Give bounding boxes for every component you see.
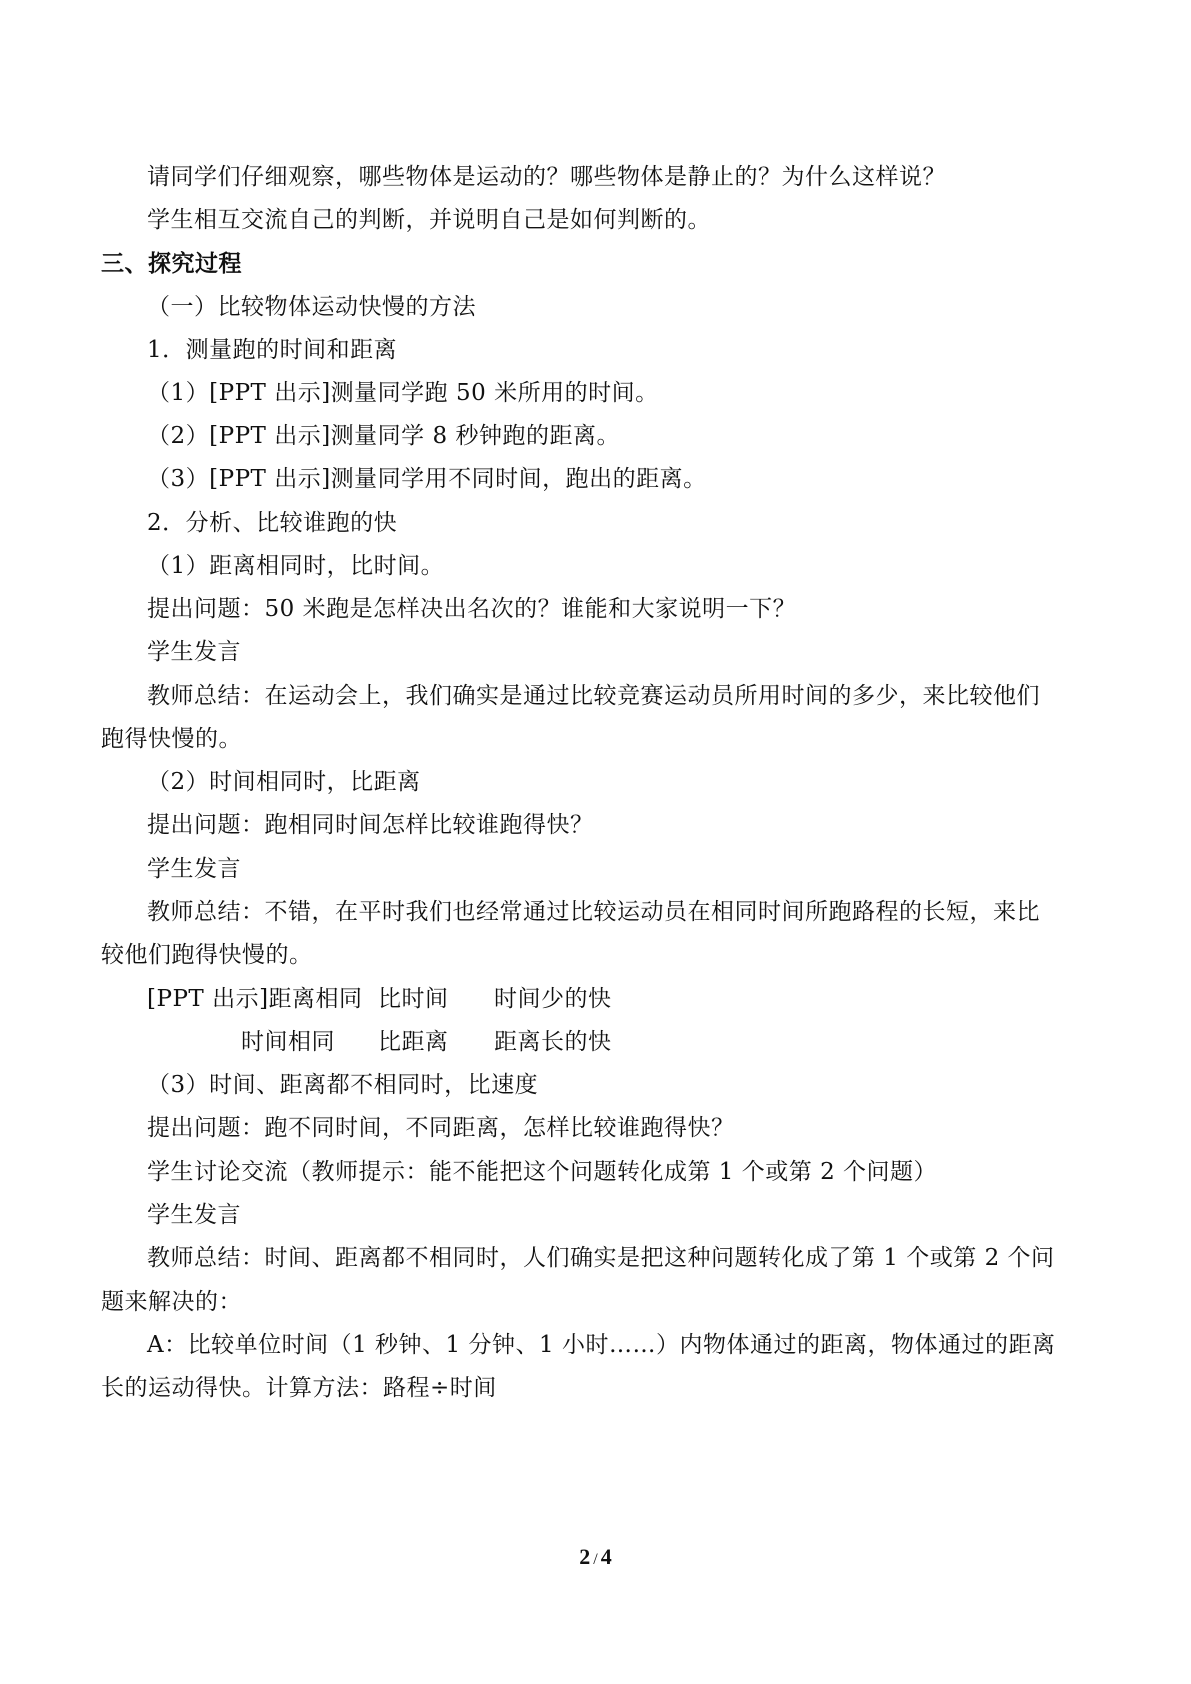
- page-total: 4: [600, 1544, 612, 1569]
- question-same-time: 提出问题：跑相同时间怎样比较谁跑得快？: [147, 812, 594, 838]
- item-measure-1: （1）[PPT 出示]测量同学跑 50 米所用的时间。: [147, 380, 659, 406]
- item-speed: （3）时间、距离都不相同时，比速度: [147, 1072, 539, 1098]
- item-same-distance: （1）距离相同时，比时间。: [147, 553, 445, 579]
- page-current: 2: [579, 1544, 591, 1569]
- ppt-row2-result: 距离长的快: [494, 1029, 612, 1055]
- item-same-time: （2）时间相同时，比距离: [147, 769, 421, 795]
- teacher-summary-3-line2: 题来解决的：: [101, 1289, 242, 1315]
- section-heading-inquiry: 三、探究过程: [101, 251, 242, 277]
- student-speak-3: 学生发言: [147, 1202, 241, 1228]
- teacher-summary-1-line1: 教师总结：在运动会上，我们确实是通过比较竞赛运动员所用时间的多少，来比较他们: [147, 683, 1040, 709]
- method-a-line2: 长的运动得快。计算方法：路程÷时间: [101, 1375, 497, 1401]
- method-a-line1: A：比较单位时间（1 秒钟、1 分钟、1 小时……）内物体通过的距离，物体通过的距离: [147, 1332, 1056, 1358]
- question-50m: 提出问题：50 米跑是怎样决出名次的？谁能和大家说明一下？: [147, 596, 797, 622]
- ppt-row2-compare: 比距离: [378, 1029, 449, 1055]
- student-speak-1: 学生发言: [147, 639, 241, 665]
- item-measure-3: （3）[PPT 出示]测量同学用不同时间，跑出的距离。: [147, 466, 707, 492]
- teacher-summary-3-line1: 教师总结：时间、距离都不相同时，人们确实是把这种问题转化成了第 1 个或第 2 个问: [147, 1245, 1055, 1271]
- page-separator: /: [593, 1551, 598, 1568]
- ppt-row2-condition: 时间相同: [241, 1029, 335, 1055]
- student-speak-2: 学生发言: [147, 856, 241, 882]
- teacher-summary-2-line2: 较他们跑得快慢的。: [101, 942, 313, 968]
- item-measure-2: （2）[PPT 出示]测量同学 8 秒钟跑的距离。: [147, 423, 620, 449]
- ppt-row1-condition: [PPT 出示]距离相同: [147, 986, 363, 1012]
- subsection-heading-methods: （一）比较物体运动快慢的方法: [147, 294, 476, 320]
- paragraph-student-exchange: 学生相互交流自己的判断，并说明自己是如何判断的。: [147, 207, 711, 233]
- student-discussion: 学生讨论交流（教师提示：能不能把这个问题转化成第 1 个或第 2 个问题）: [147, 1159, 938, 1185]
- teacher-summary-1-line2: 跑得快慢的。: [101, 726, 242, 752]
- question-different: 提出问题：跑不同时间，不同距离，怎样比较谁跑得快？: [147, 1115, 735, 1141]
- teacher-summary-2-line1: 教师总结：不错，在平时我们也经常通过比较运动员在相同时间所跑路程的长短，来比: [147, 899, 1040, 925]
- item-analyze-heading: 2．分析、比较谁跑的快: [147, 510, 398, 536]
- ppt-row1-compare: 比时间: [378, 986, 449, 1012]
- page-number: [0, 1542, 1191, 1575]
- item-measure-heading: 1．测量跑的时间和距离: [147, 337, 398, 363]
- paragraph-observe-question: 请同学们仔细观察，哪些物体是运动的？哪些物体是静止的？为什么这样说？: [147, 164, 946, 190]
- ppt-row1-result: 时间少的快: [494, 986, 612, 1012]
